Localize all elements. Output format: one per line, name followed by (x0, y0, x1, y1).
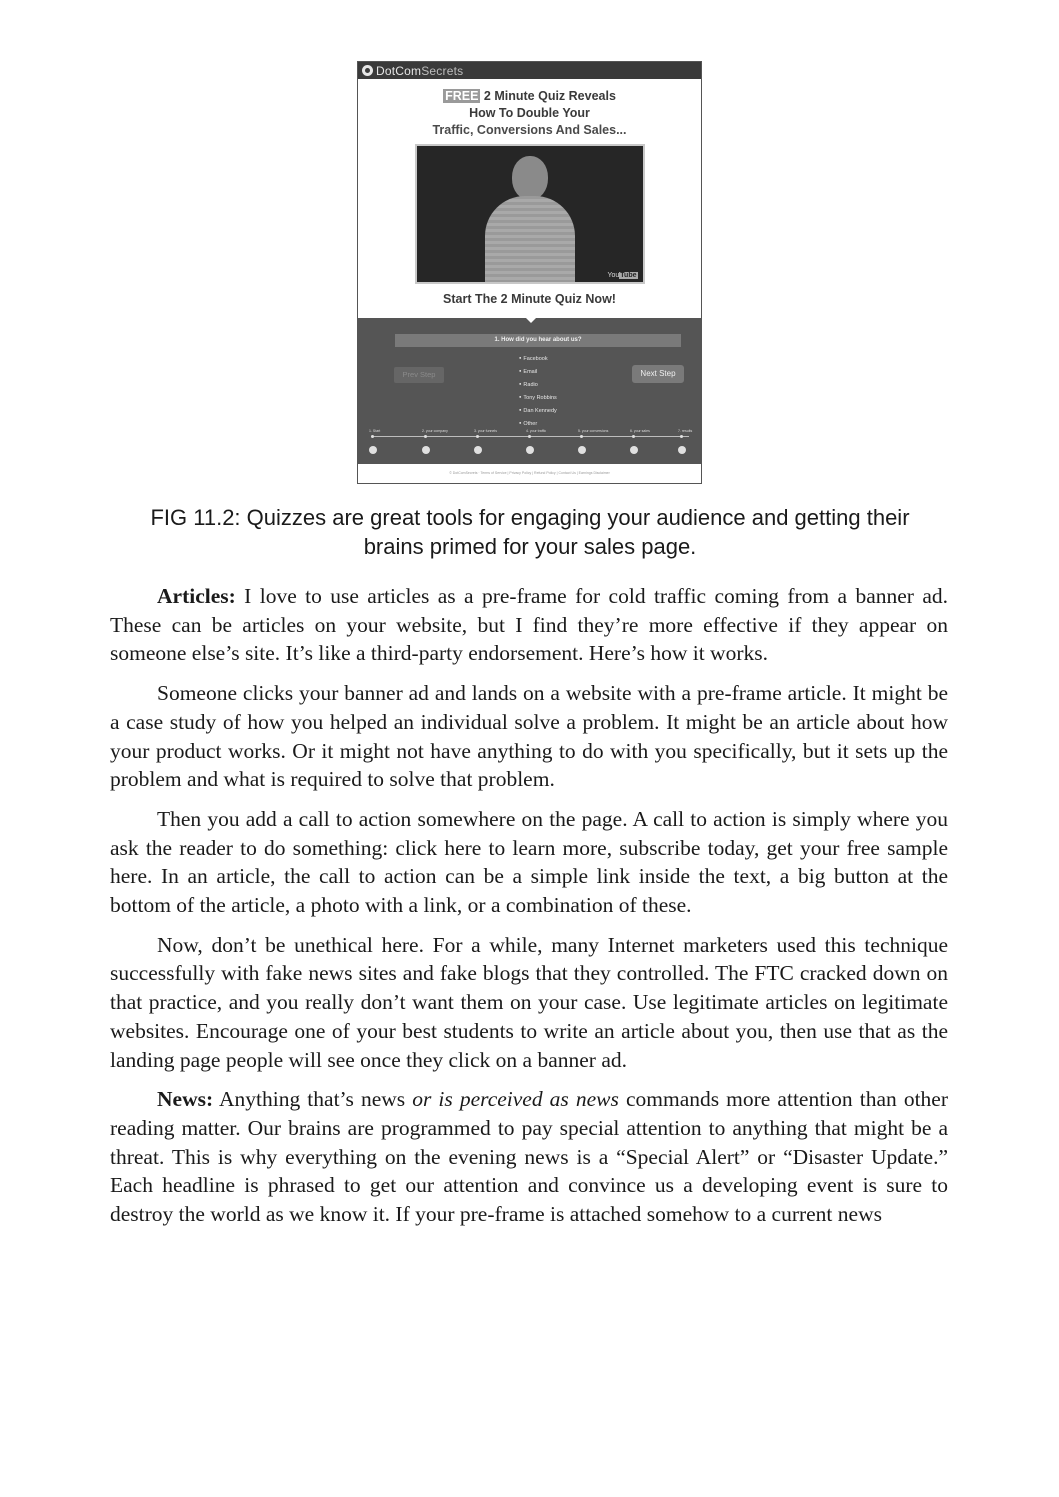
body-text (110, 582, 948, 1240)
quiz-options-list (519, 352, 557, 430)
paragraph-articles: Articles: I love to use articles as a pre-frame for cold traffic coming from a banner ad. These can be articles on your website, but I find they’re more effective if they appear on someone else’s site. It’s like a third-party endorsement. Here’s how it works. (110, 584, 948, 666)
start-quiz-cta[interactable]: Start The 2 Minute Quiz Now! (443, 292, 616, 306)
quiz-pointer-arrow (525, 317, 537, 323)
step-icon (474, 446, 482, 454)
paragraph: Someone clicks your banner ad and lands on a website with a pre-frame article. It might be a case study of how you helped an individual solve a problem. It might be an article about how your product works. Or it might not have anything to do with you specifically, but it sets up the problem and what is required to solve that problem. (110, 681, 948, 792)
quiz-option[interactable]: ● Dan Kennedy (519, 404, 557, 417)
brand-logo-text: DotComSecrets (376, 63, 464, 78)
progress-step: 4. your traffic (526, 429, 586, 433)
youtube-logo-icon: YouTube (607, 272, 637, 279)
quiz-question: 1. How did you hear about us? (395, 334, 681, 347)
brand-logo-icon (362, 65, 373, 76)
figure-footer-links: © DotComSecrets · Terms of Service | Privacy Policy | Refund Policy | Contact Us | Earnings Disclaimer (358, 464, 701, 483)
paragraph-lead: News: (157, 1087, 214, 1112)
figure-header-bar (358, 62, 701, 79)
progress-step: 1. Start (369, 429, 429, 433)
free-badge: FREE (445, 89, 479, 103)
progress-step: 2. your company (422, 429, 482, 433)
step-icon (422, 446, 430, 454)
prev-step-button[interactable]: Prev Step (394, 367, 444, 383)
step-icon (526, 446, 534, 454)
quiz-option[interactable]: ● Other (519, 417, 557, 430)
progress-step: 7. results (678, 429, 692, 433)
video-player[interactable] (415, 144, 645, 284)
step-icon (630, 446, 638, 454)
step-icon (369, 446, 377, 454)
paragraph: Now, don’t be unethical here. For a while, many Internet marketers used this technique successfully with fake news sites and fake blogs that they controlled. The FTC cracked down on that practice, and you really don’t want them on your case. Use legitimate articles on legitimate websites. Encourage one of your best students to write an article about you, then use that as the landing page people will see once they click on a banner ad. (110, 932, 948, 1072)
paragraph-lead: Articles: (157, 584, 236, 608)
quiz-option[interactable]: ● Radio (519, 378, 557, 391)
progress-line (373, 436, 689, 437)
quiz-option[interactable]: ● Facebook (519, 352, 557, 365)
next-step-button[interactable]: Next Step (632, 365, 684, 383)
paragraph-news: News: Anything that’s news or is perceived as news commands more attention than other reading matter. Our brains are programmed to pay special attention to anything that might be a threat. This is why everything on the evening news is a “Special Alert” or “Disaster Update.” Each headline is phrased to get our attention and convince us a developing event is sure to destroy the world as we know it. If your pre-frame is attached somehow to a current news (110, 1087, 948, 1227)
progress-step: 3. your funnels (474, 429, 534, 433)
progress-step: 5. your conversions (578, 429, 638, 433)
quiz-option[interactable]: ● Email (519, 365, 557, 378)
figure-caption: FIG 11.2: Quizzes are great tools for engaging your audience and getting their brains primed for your sales page. (150, 505, 910, 559)
step-icon (678, 446, 686, 454)
quiz-option[interactable]: ● Tony Robbins (519, 391, 557, 404)
quiz-progress-steps (370, 429, 692, 459)
emphasis: or is perceived as news (412, 1087, 619, 1112)
figure-quiz-screenshot (357, 61, 702, 484)
step-icon (578, 446, 586, 454)
quiz-panel (358, 318, 701, 466)
progress-step: 6. your sales (630, 429, 690, 433)
paragraph: Then you add a call to action somewhere on the page. A call to action is simply where you ask the reader to do something: click here to learn more, subscribe today, get your free sample here. In an article, the call to action can be a simple link inside the text, a big button at the bottom of the article, a photo with a link, or a combination of these. (110, 806, 948, 918)
quiz-headline: FREE 2 Minute Quiz Reveals How To Double Your Traffic, Conversions And Sales... (432, 89, 627, 137)
presenter-image (485, 156, 575, 282)
